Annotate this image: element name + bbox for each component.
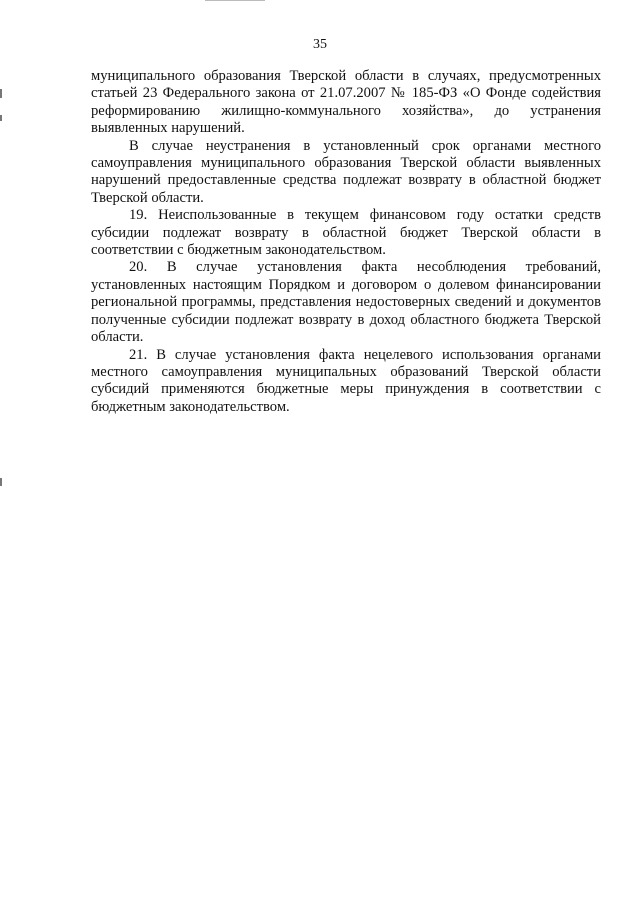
- paragraph-continuation: муниципального образования Тверской области в случаях, предусмотренных статьей 23 Федерального закона от 21.07.2007 № 185-ФЗ «О Фонде содействия реформированию жилищно-коммунального хозяйства», до устранения выявленных нарушений.: [91, 68, 601, 137]
- scan-edge-mark: [0, 478, 2, 486]
- document-body: [91, 68, 601, 416]
- scan-edge-mark: [0, 89, 2, 98]
- page-number: 35: [313, 37, 327, 52]
- paragraph-clause-20: 20. В случае установления факта несоблюдения требований, установленных настоящим Порядком и договором о долевом финансировании региональной программы, представления недостоверных сведений и документов полученные субсидии подлежат возврату в доход областного бюджета Тверской области.: [91, 259, 601, 346]
- paragraph-nonremoval: В случае неустранения в установленный срок органами местного самоуправления муниципального образования Тверской области выявленных нарушений предоставленные средства подлежат возврату в областной бюджет Тверской области.: [91, 137, 601, 206]
- scan-artifact: [205, 0, 265, 1]
- scan-edge-mark: [0, 115, 2, 121]
- paragraph-clause-19: 19. Неиспользованные в текущем финансовом году остатки средств субсидии подлежат возврату в областной бюджет Тверской области в соответствии с бюджетным законодательством.: [91, 207, 601, 259]
- paragraph-clause-21: 21. В случае установления факта нецелевого использования органами местного самоуправления муниципальных образований Тверской области субсидий применяются бюджетные меры принуждения в соответствии с бюджетным законодательством.: [91, 346, 601, 415]
